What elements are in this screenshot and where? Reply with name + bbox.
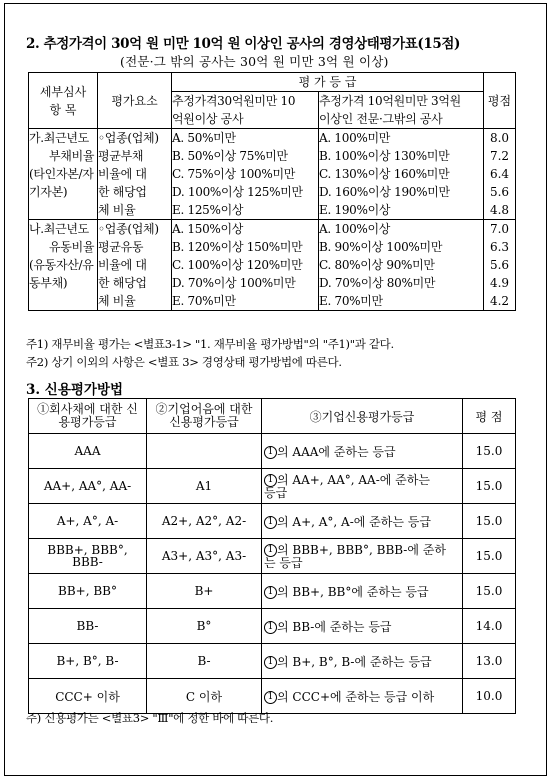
header-factor: 평가요소	[98, 73, 172, 129]
corp-grade-cell	[262, 504, 463, 539]
text-line: C. 100%이상 120%미만	[172, 258, 303, 272]
text-line: A. 100%미만	[319, 131, 391, 145]
header-line: 억원이상 공사	[172, 112, 244, 126]
section3-title: 3. 신용평가방법	[26, 382, 124, 398]
circled-number-icon: 1	[264, 656, 277, 669]
text-line: D. 70%이상 100%미만	[172, 276, 296, 290]
bond-grade-cell: AA+, AA°, AA-	[29, 469, 147, 504]
table-row	[29, 574, 516, 609]
text-line: 등급	[264, 485, 288, 500]
corp-grade-cell	[262, 574, 463, 609]
corp-grade-cell	[262, 644, 463, 679]
header-col-a	[172, 92, 319, 129]
text-line: C. 130%이상 160%미만	[319, 167, 450, 181]
credit-evaluation-table	[28, 398, 516, 714]
score-value: 4.2	[489, 294, 510, 308]
text-line: D. 70%이상 80%미만	[319, 276, 436, 290]
text-line: E. 70%미만	[172, 294, 236, 308]
text-line: 평균유동	[98, 240, 144, 254]
text-line: ◦업종(업체)	[98, 131, 159, 145]
text-line: B. 120%이상 150%미만	[172, 240, 303, 254]
header-line: 용평가등급	[58, 415, 117, 429]
text-line: D. 160%이상 190%미만	[319, 185, 450, 199]
score-cell: 14.0	[463, 609, 516, 644]
current-ratio-row	[29, 220, 516, 311]
corp-grade-cell	[262, 434, 463, 469]
cp-grade-cell: C 이하	[147, 679, 262, 714]
score-cell: 15.0	[463, 434, 516, 469]
text-line: 한 해당업	[98, 276, 147, 290]
header-line: ②기업어음에 대한	[155, 402, 253, 416]
note-1: 주1) 재무비율 평가는 <별표3-1> "1. 재무비율 평가방법"의 "주1)"과 같다.	[26, 337, 394, 351]
cp-grade-cell: B-	[147, 644, 262, 679]
corp-grade-cell	[262, 679, 463, 714]
score-value: 7.0	[489, 222, 510, 236]
circled-number-icon: 1	[264, 691, 277, 704]
bond-grade-cell: BB+, BB°	[29, 574, 147, 609]
text-line: C. 75%이상 100%미만	[172, 167, 296, 181]
text-line: A. 50%미만	[172, 131, 236, 145]
text-line: 가.최근년도	[29, 131, 89, 145]
table-row	[29, 609, 516, 644]
text-line: 기자본)	[29, 185, 68, 199]
footnote: 주) 신용평가는 <별표3> "Ⅲ"에 정한 바에 따른다.	[26, 711, 274, 725]
text-line: C. 80%이상 90%미만	[319, 258, 435, 272]
item-cell	[29, 129, 98, 220]
debt-ratio-row	[29, 129, 516, 220]
text-line: 의 CCC+에 준하는 등급 이하	[277, 689, 435, 704]
header-score: 평 점	[463, 399, 516, 434]
text-line: ◦업종(업체)	[98, 222, 159, 236]
table1-header-row	[29, 73, 516, 92]
text-line: BBB-	[72, 555, 103, 569]
grade-a-cell	[172, 129, 319, 220]
bond-grade-cell: BB-	[29, 609, 147, 644]
circled-number-icon: 1	[264, 621, 277, 634]
text-line: 부채비율	[49, 149, 95, 163]
text-line: E. 125%이상	[172, 203, 244, 217]
section2-title: 2. 추정가격이 30억 원 미만 10억 원 이상인 공사의 경영상태평가표(15점)	[26, 36, 460, 52]
bond-grade-cell: B+, B°, B-	[29, 644, 147, 679]
text-line: B. 50%이상 75%미만	[172, 149, 288, 163]
header-line: 추정가격30억원미만 10	[172, 94, 296, 108]
text-line: 의 AAA에 준하는 등급	[277, 444, 396, 459]
table2-header-row	[29, 399, 516, 434]
header-bond-grade	[29, 399, 147, 434]
cp-grade-cell	[147, 434, 262, 469]
header-score: 평점	[484, 73, 516, 129]
text-line: 유동비율	[49, 240, 95, 254]
score-cell: 13.0	[463, 644, 516, 679]
header-item-line: 항 목	[49, 102, 77, 117]
score-value: 6.3	[489, 240, 510, 254]
text-line: 의 B+, B°, B-에 준하는 등급	[277, 654, 432, 669]
header-item-line: 세부심사	[39, 84, 87, 99]
header-line: ①회사채에 대한 신	[37, 402, 138, 416]
header-corp-grade: ③기업신용평가등급	[262, 399, 463, 434]
factor-cell	[98, 220, 172, 311]
circled-number-icon: 1	[264, 446, 277, 459]
text-line: (타인자본/자	[29, 167, 94, 181]
text-line: 나.최근년도	[29, 222, 89, 236]
score-value: 4.9	[489, 276, 510, 290]
text-line: 체 비율	[98, 203, 136, 217]
text-line: B. 100%이상 130%미만	[319, 149, 450, 163]
text-line: 동부채)	[29, 276, 68, 290]
grade-b-cell	[319, 129, 484, 220]
item-cell	[29, 220, 98, 311]
score-cell: 10.0	[463, 679, 516, 714]
header-item	[29, 73, 98, 129]
bond-grade-cell: A+, A°, A-	[29, 504, 147, 539]
score-value: 7.2	[489, 149, 510, 163]
text-line: BBB+, BBB°,	[47, 543, 128, 557]
table-row	[29, 504, 516, 539]
text-line: 한 해당업	[98, 185, 147, 199]
cp-grade-cell: A3+, A3°, A3-	[147, 539, 262, 574]
cp-grade-cell: B+	[147, 574, 262, 609]
text-line: D. 100%이상 125%미만	[172, 185, 303, 199]
corp-grade-cell	[262, 539, 463, 574]
score-cell	[484, 220, 516, 311]
circled-number-icon: 1	[264, 474, 277, 487]
header-line: 추정가격 10억원미만 3억원	[319, 94, 461, 108]
header-col-b	[319, 92, 484, 129]
cp-grade-cell: A1	[147, 469, 262, 504]
circled-number-icon: 1	[264, 544, 277, 557]
cp-grade-cell: B°	[147, 609, 262, 644]
bond-grade-cell: AAA	[29, 434, 147, 469]
text-line: 의 BB-에 준하는 등급	[277, 619, 392, 634]
text-line: 평균부채	[98, 149, 144, 163]
score-cell: 15.0	[463, 469, 516, 504]
text-line: 의 BB+, BB°에 준하는 등급	[277, 584, 429, 599]
text-line: 의 BBB+, BBB°, BBB-에 준하	[277, 542, 446, 557]
table-row	[29, 469, 516, 504]
score-cell: 15.0	[463, 539, 516, 574]
bond-grade-cell: CCC+ 이하	[29, 679, 147, 714]
table-row	[29, 679, 516, 714]
header-line: 신용평가등급	[169, 415, 239, 429]
text-line: 의 A+, A°, A-에 준하는 등급	[277, 514, 431, 529]
text-line: 는 등급	[264, 555, 303, 570]
text-line: E. 190%이상	[319, 203, 391, 217]
factor-cell	[98, 129, 172, 220]
corp-grade-cell	[262, 469, 463, 504]
text-line: B. 90%이상 100%미만	[319, 240, 443, 254]
table-row	[29, 644, 516, 679]
text-line: 비율에 대	[98, 167, 147, 181]
corp-grade-cell	[262, 609, 463, 644]
header-cp-grade	[147, 399, 262, 434]
header-line: 이상인 전문·그밖의 공사	[319, 112, 443, 126]
score-value: 4.8	[489, 203, 510, 217]
table-row	[29, 434, 516, 469]
bond-grade-cell	[29, 539, 147, 574]
financial-evaluation-table	[28, 72, 516, 311]
score-value: 5.6	[489, 185, 510, 199]
text-line: (유동자산/유	[29, 258, 94, 272]
circled-number-icon: 1	[264, 586, 277, 599]
grade-b-cell	[319, 220, 484, 311]
score-cell: 15.0	[463, 574, 516, 609]
score-value: 6.4	[489, 167, 510, 181]
note-2: 주2) 상기 이외의 사항은 <별표 3> 경영상태 평가방법에 따른다.	[26, 355, 342, 369]
header-grade: 평 가 등 급	[172, 73, 484, 92]
circled-number-icon: 1	[264, 516, 277, 529]
score-cell: 15.0	[463, 504, 516, 539]
score-value: 8.0	[489, 131, 510, 145]
text-line: E. 70%미만	[319, 294, 383, 308]
section2-subtitle: (전문·그 밖의 공사는 30억 원 미만 3억 원 이상)	[120, 54, 389, 69]
score-value: 5.6	[489, 258, 510, 272]
grade-a-cell	[172, 220, 319, 311]
text-line: A. 100%이상	[319, 222, 391, 236]
text-line: A. 150%이상	[172, 222, 244, 236]
text-line: 체 비율	[98, 294, 136, 308]
cp-grade-cell: A2+, A2°, A2-	[147, 504, 262, 539]
score-cell	[484, 129, 516, 220]
text-line: 의 AA+, AA°, AA-에 준하는	[277, 472, 430, 487]
table-row	[29, 539, 516, 574]
text-line: 비율에 대	[98, 258, 147, 272]
